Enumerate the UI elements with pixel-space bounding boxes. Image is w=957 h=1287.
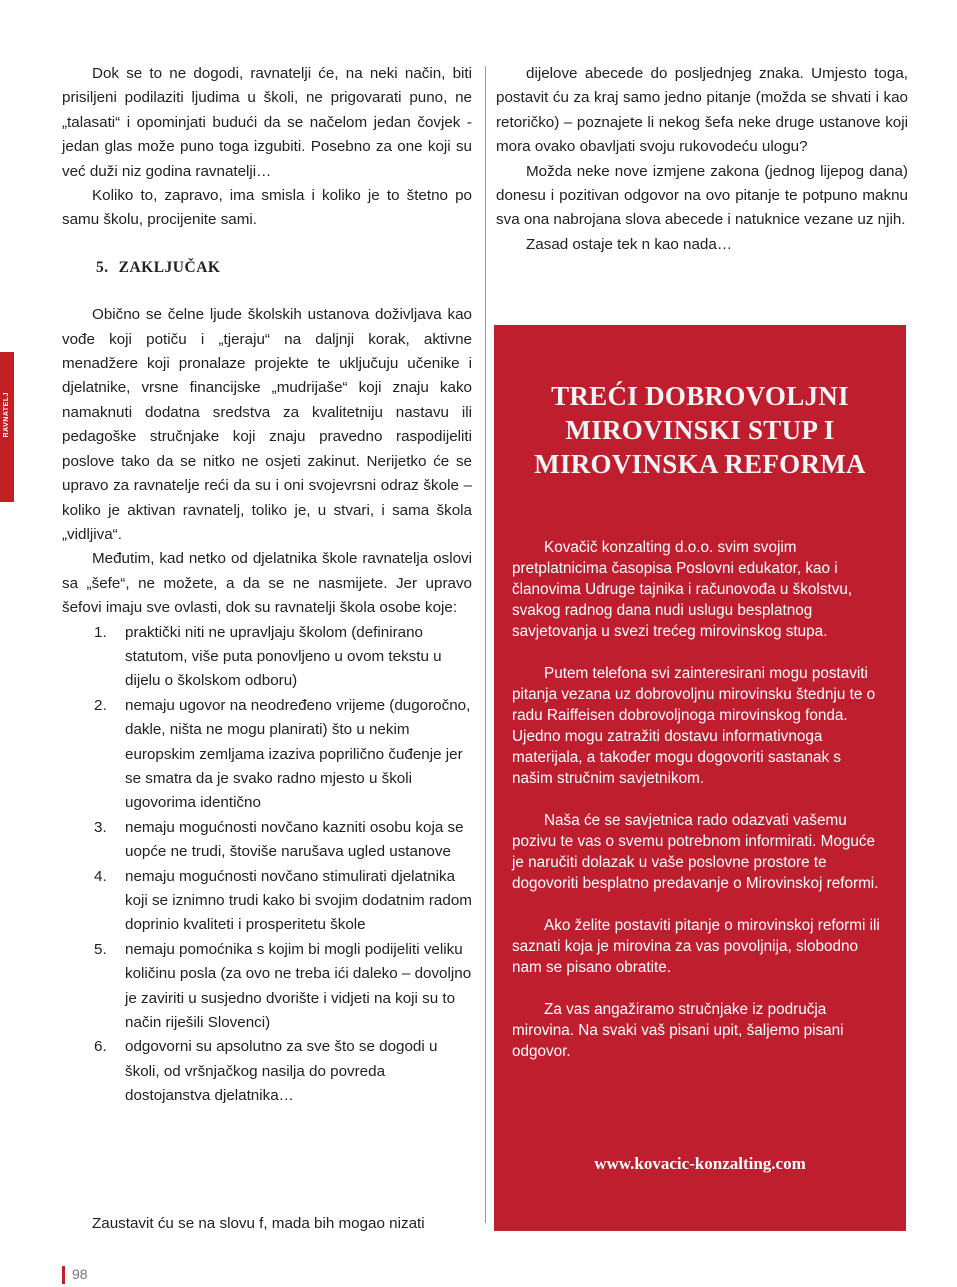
advertisement-paragraph: Kovačič konzalting d.o.o. svim svojim pretplatnicima časopisa Poslovni edukator, kao i članovima Udruge tajnika i računovođa u školstvu, svakog radnog dana nudi uslugu besplatnog savjetovanja u svezi trećeg mirovinskog stupa. bbox=[512, 539, 853, 640]
right-column bbox=[496, 62, 908, 257]
right-paragraph-3: Zasad ostaje tek n kao nada… bbox=[526, 235, 733, 253]
right-paragraph-2: Možda neke nove izmjene zakona (jednog lijepog dana) donesu i pozitivan odgovor na ovo pitanje te potpuno maknu sva ona nabrojana slova abecede i natuknice vezane uz njih. bbox=[496, 162, 908, 229]
list-item-number: 4. bbox=[94, 867, 107, 885]
advertisement-title-line: MIROVINSKI STUP I bbox=[565, 415, 835, 445]
advertisement-title-line: MIROVINSKA REFORMA bbox=[534, 449, 866, 479]
advertisement-title-line: TREĆI DOBROVOLJNI bbox=[551, 381, 849, 411]
advertisement-paragraph: Putem telefona svi zainteresirani mogu postaviti pitanja vezana uz dobrovoljnu mirovinsku štednju te o radu Raiffeisen dobrovoljnoga mirovinskog fonda. Ujedno mogu zatražiti dostavu informativnoga materijala, a također mogu dogovoriti sastanak s našim stručnim savjetnikom. bbox=[512, 665, 876, 787]
left-paragraph-1: Dok se to ne dogodi, ravnatelji će, na neki način, biti prisiljeni podilaziti ljudima u školi, ne prigovarati puno, ne „talasati“ i opominjati budući da se načelom jedan čovjek - jedan glas može puno toga izgubiti. Posebno za one koji su već duži niz godina ravnatelji… bbox=[62, 65, 472, 180]
list-item-number: 1. bbox=[94, 623, 107, 641]
advertisement-body bbox=[512, 537, 886, 1083]
column-divider bbox=[485, 66, 486, 1223]
list-item bbox=[62, 621, 472, 694]
advertisement-paragraph: Ako želite postaviti pitanje o mirovinskoj reformi ili saznati koja je mirovina za vas povoljnija, slobodno nam se pisano obratite. bbox=[512, 917, 880, 976]
advertisement-paragraph: Za vas angažiramo stručnjake iz područja mirovina. Na svaki vaš pisani upit, šaljemo pisani odgovor. bbox=[512, 1001, 844, 1060]
list-item-text: praktički niti ne upravljaju školom (definirano statutom, više puta ponovljeno u ovom tekstu u dijelu o školskom odboru) bbox=[125, 623, 442, 690]
left-paragraph-5: Zaustavit ću se na slovu f, mada bih mogao nizati bbox=[92, 1215, 425, 1232]
section-heading-number: 5. bbox=[96, 258, 109, 276]
list-item-number: 3. bbox=[94, 818, 107, 836]
list-item-text: nemaju pomoćnika s kojim bi mogli podijeliti veliku količinu posla (za ovo ne treba ići daleko – dovoljno je zaviriti u susjedno dvorište i vidjeti na koji su to način riješili Slovenci) bbox=[125, 940, 472, 1032]
left-paragraph-3: Obično se čelne ljude školskih ustanova doživljava kao vođe koji potiču i „tjeraju“ na daljnji korak, aktivne menadžere koji pronalaze projekte te uključuju učenike i djelatnike, vrsne financijske „mudrijaše“ koji znaju kako namaknuti dodatna sredstva za kvalitetniju nastavu ili pedagoške stručnjake koji znaju pravedno raspodijeliti poslove tako da se nitko ne osjeti zakinut. Nerijetko će se upravo za ravnatelje reći da su i oni svojevrsni odraz škole – koliko je aktivan ravnatelj, toliko je, u stvari, i sama škola „vidljiva“. bbox=[62, 306, 472, 543]
left-paragraph-4: Međutim, kad netko od djelatnika škole ravnatelja oslovi sa „šefe“, ne možete, a da se ne nasmijete. Jer upravo šefovi imaju sve ovlasti, dok su ravnatelji škola osobe koje: bbox=[62, 550, 472, 617]
side-tab-label: RAVNATELJ bbox=[3, 392, 10, 438]
right-paragraph-1: dijelove abecede do posljednjeg znaka. Umjesto toga, postavit ću za kraj samo jedno pitanje (možda se shvati i kao retoričko) – poznajete li nekog šefa neke druge ustanove koji mora ovako obavljati svoju rukovodeću ulogu? bbox=[496, 65, 908, 156]
section-heading-title: ZAKLJUČAK bbox=[118, 258, 221, 276]
list-item-number: 5. bbox=[94, 940, 107, 958]
list-item-text: nemaju mogućnosti novčano kazniti osobu koja se uopće ne trudi, štoviše narušava ugled ustanove bbox=[125, 818, 464, 861]
left-column bbox=[62, 62, 472, 1109]
numbered-list bbox=[62, 621, 472, 1109]
list-item-number: 6. bbox=[94, 1038, 107, 1056]
page-number-marker bbox=[62, 1266, 65, 1284]
list-item bbox=[62, 816, 472, 865]
section-side-tab bbox=[0, 352, 14, 502]
advertisement-box bbox=[494, 325, 906, 1231]
list-item bbox=[62, 865, 472, 938]
page-number: 98 bbox=[72, 1266, 88, 1282]
list-item bbox=[62, 694, 472, 816]
list-item bbox=[62, 1035, 472, 1108]
list-item-text: nemaju ugovor na neodređeno vrijeme (dugoročno, dakle, ništa ne mogu planirati) što u nekim europskim zemljama izaziva poprilično čuđenje jer se smatra da je svako radno mjesto u školi ugovorima identično bbox=[125, 696, 471, 812]
left-paragraph-2: Koliko to, zapravo, ima smisla i koliko je to štetno po samu školu, procijenite sami. bbox=[62, 187, 472, 229]
section-heading bbox=[96, 256, 472, 280]
list-item-text: nemaju mogućnosti novčano stimulirati djelatnika koji se iznimno trudi kako bi svojim dodatnim radom doprinio kvaliteti i prosperitetu škole bbox=[125, 867, 472, 934]
advertisement-paragraph: Naša će se savjetnica rado odazvati vašemu pozivu te vas o svemu potrebnom informirati. Moguće je naručiti dolazak u vaše poslovne prostore te dogovoriti besplatno predavanje o Mirovinskoj reformi. bbox=[512, 812, 879, 892]
advertisement-url: www.kovacic-konzalting.com bbox=[594, 1154, 806, 1173]
list-item bbox=[62, 938, 472, 1036]
list-item-number: 2. bbox=[94, 696, 107, 714]
list-item-text: odgovorni su apsolutno za sve što se dogodi u školi, od vršnjačkog nasilja do povreda dostojanstva djelatnika… bbox=[125, 1038, 438, 1105]
advertisement-title bbox=[514, 379, 886, 481]
